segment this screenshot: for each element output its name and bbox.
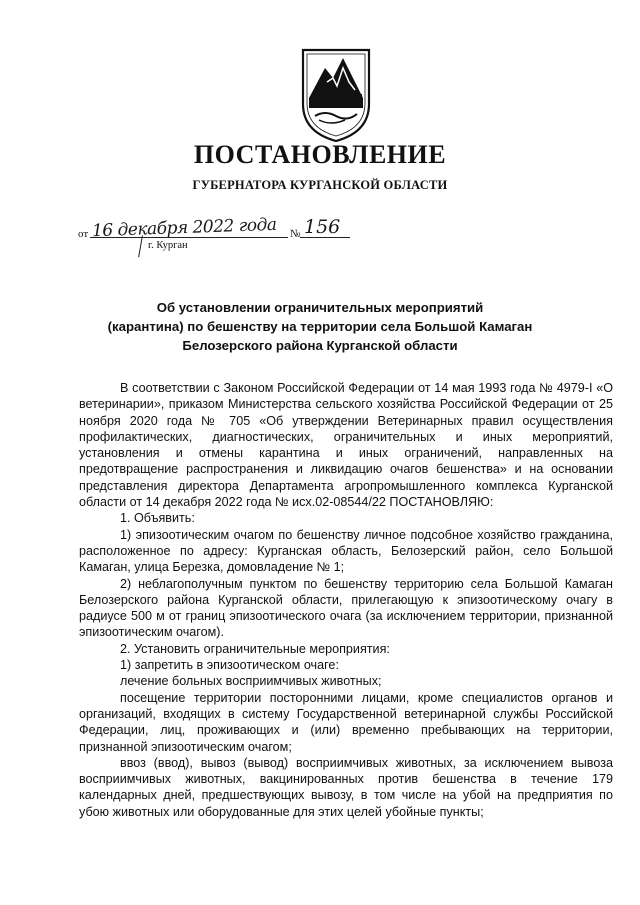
body-paragraph: 2) неблагополучным пунктом по бешенству территорию села Большой Камаган Белозерского района Курганской области, прилегающую к эпизоотическому очагу в радиусе 500 м от границ эпизоотического очага (за исключением территории, признанной эпизоотическим очагом).: [79, 576, 613, 640]
handwritten-date: 16 декабря 2022 года: [91, 214, 277, 242]
subject-line: (карантина) по бешенству на территории села Большой Камаган: [107, 319, 533, 334]
date-underline: [90, 237, 288, 238]
body-paragraph: лечение больных восприимчивых животных;: [120, 674, 382, 689]
date-prefix: от: [78, 228, 89, 240]
document-title: ПОСТАНОВЛЕНИЕ: [193, 140, 447, 169]
body-paragraph: В соответствии с Законом Российской Федерации от 14 мая 1993 года № 4979-I «О ветеринарии», приказом Министерства сельского хозяйства Российской Федерации от 25 ноября 2020 года № 705 «Об утверждении Ветеринарных правил осуществления профилактических, диагностических, ограничительных и иных мероприятий, установления и отмены карантина и иных ограничений, направленных на предотвращение распространения и ликвидацию очагов бешенства» и на основании представления директора Департамента агропромышленного комплекса Курганской области от 14 декабря 2022 года № исх.02-08544/22 ПОСТАНОВЛЯЮ:: [79, 381, 613, 510]
subject-line: Об установлении ограничительных мероприятий: [156, 300, 484, 315]
body-paragraph: 1. Объявить:: [120, 511, 195, 526]
body-paragraph: посещение территории посторонними лицами, кроме специалистов органов и организаций, входящих в систему Государственной ветеринарной службы Российской Федерации, лиц, проживающих и (или) временно пребывающих на территории, признанной эпизоотическим очагом;: [79, 690, 613, 754]
body-paragraph: 2. Установить ограничительные мероприятия:: [120, 641, 390, 656]
document-issuer: ГУБЕРНАТОРА КУРГАНСКОЙ ОБЛАСТИ: [192, 178, 448, 192]
handwritten-number: 156: [304, 216, 341, 238]
date-number-line: [78, 214, 358, 262]
number-prefix: №: [290, 228, 301, 240]
document-body: [79, 380, 613, 820]
body-paragraph: 1) эпизоотическим очагом по бешенству личное подсобное хозяйство гражданина, расположенное по адресу: Курганская область, Белозерский район, село Большой Камаган, улица Березка, домовладение № 1;: [79, 527, 613, 575]
number-underline: [300, 237, 350, 238]
issue-city: г. Курган: [148, 240, 188, 251]
coat-of-arms-emblem: [297, 46, 375, 144]
document-subject: [80, 298, 560, 355]
body-paragraph: ввоз (ввод), вывоз (вывод) восприимчивых животных, за исключением вывоза восприимчивых животных, вакцинированных против бешенства в течение 179 календарных дней, предшествующих вывозу, в том числе на убой на предприятия по убою животных или оборудованные для этих целей убойные пункты;: [79, 755, 613, 819]
subject-line: Белозерского района Курганской области: [182, 338, 458, 353]
body-paragraph: 1) запретить в эпизоотическом очаге:: [120, 658, 339, 673]
